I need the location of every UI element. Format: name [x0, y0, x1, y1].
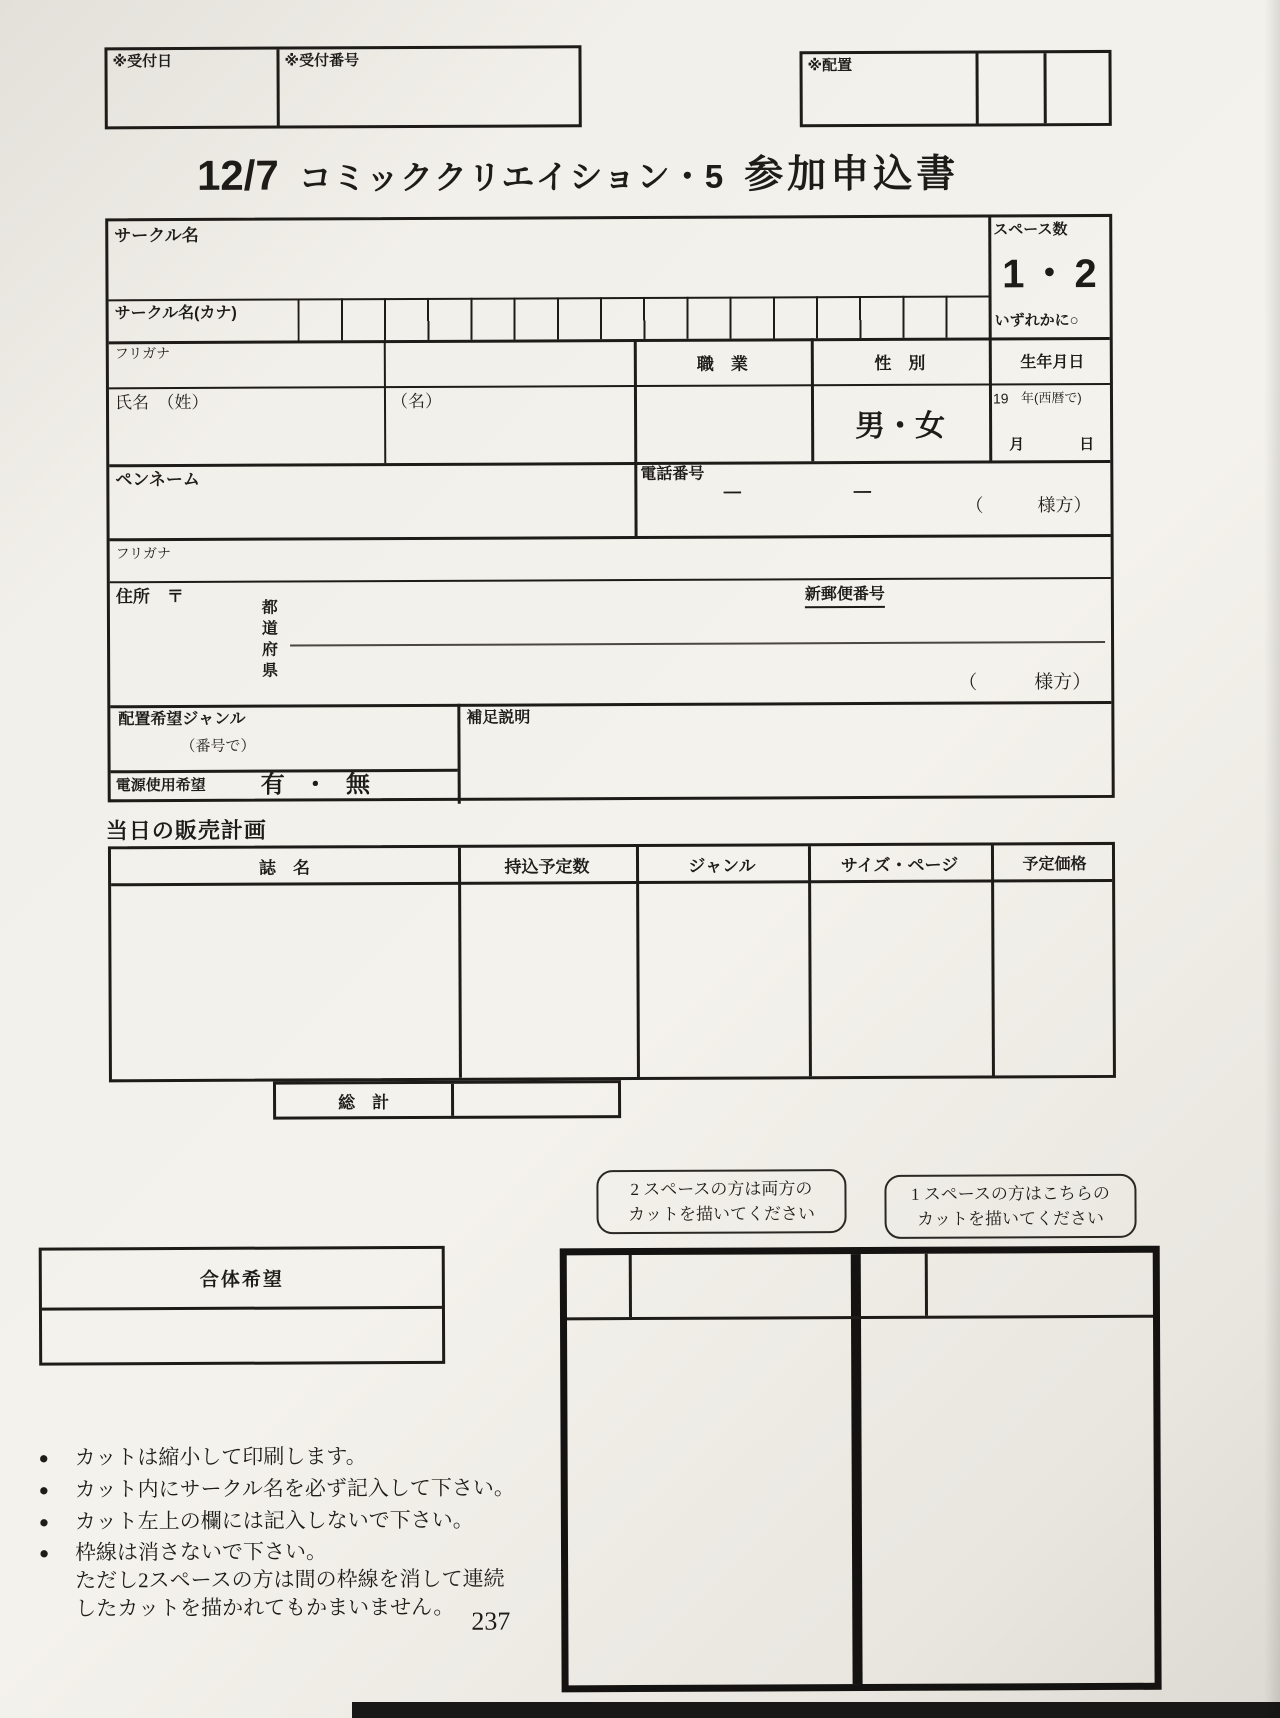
name-first-label: （名）: [390, 391, 443, 412]
bullet-icon: ●: [38, 1480, 50, 1500]
bubble-one-space: [884, 1174, 1136, 1239]
merge-request-box: [39, 1246, 446, 1366]
bullet-icon: [39, 1596, 75, 1599]
note-text: カット左上の欄には記入しないで下さい。: [74, 1507, 474, 1534]
reception-divider: [276, 50, 279, 126]
cut-frames: [560, 1246, 1162, 1693]
title-date: 12/7: [196, 151, 279, 199]
scan-edge-bar: [352, 1702, 1280, 1718]
title-event-name: コミッククリエイション・5: [298, 157, 725, 197]
note-text: カットは縮小して印刷します。: [74, 1444, 367, 1470]
bubble-two-space-line2: カットを描いてください: [628, 1204, 816, 1225]
kana-character-cells: [298, 295, 989, 340]
bullet-icon: ●: [38, 1448, 49, 1468]
note-text: したカットを描かれてもかまいません。: [75, 1594, 455, 1621]
bubble-one-space-line2: カットを描いてください: [917, 1208, 1105, 1229]
phone-label: 電話番号: [640, 465, 705, 483]
col-header-price: 予定価格: [1022, 855, 1087, 873]
rule: [110, 534, 1111, 541]
note-text: 枠線は消さないで下さい。: [74, 1539, 328, 1565]
note-line: [39, 1475, 539, 1502]
phone-dash-2: －: [851, 479, 874, 506]
placement-box: [799, 50, 1111, 127]
sales-plan-table: [108, 842, 1116, 1082]
placement-divider-2: [1043, 53, 1046, 123]
page-number: 237: [471, 1606, 511, 1636]
occupation-header: 職 業: [696, 354, 748, 374]
birth-year-unit: 年(西暦で): [1020, 390, 1082, 406]
birthdate-header: 生年月日: [1020, 353, 1085, 371]
address-write-line: [290, 641, 1105, 646]
address-care-of: （ 様方）: [958, 672, 1092, 694]
note-line: [39, 1566, 549, 1593]
bullet-icon: [39, 1568, 75, 1571]
address-label: 住所 〒: [115, 586, 184, 607]
supplement-label: 補足説明: [466, 709, 531, 727]
space-count-note: いずれかに○: [994, 312, 1079, 330]
space-count-label: スペース数: [993, 221, 1068, 239]
form-title: [197, 142, 1057, 202]
space-count-options: 1・2: [1002, 251, 1102, 296]
title-doc-type: 参加申込書: [744, 152, 960, 197]
genre-note: （番号で）: [180, 737, 256, 756]
note-text: カット内にサークル名を必ず記入して下さい。: [74, 1475, 515, 1502]
note-line: [39, 1507, 539, 1534]
gender-options: 男・女: [855, 409, 946, 443]
bubble-one-space-line1: 1 スペースの方はこちらの: [910, 1183, 1110, 1204]
prefecture-vertical-label: 都道府県: [259, 598, 277, 683]
birth-day-label: 日: [1079, 436, 1095, 454]
bullet-icon: ●: [38, 1512, 50, 1532]
merge-request-label: 合体希望: [199, 1269, 284, 1291]
reception-box: [104, 45, 581, 129]
birth-year-prefix: 19: [992, 390, 1009, 407]
circle-name-kana-label: サークル名(カナ): [114, 304, 237, 323]
scan-edge-shadow: [1264, 0, 1280, 1718]
col-header-size-pages: サイズ・ページ: [840, 855, 959, 875]
note-text: ただし2スペースの方は間の枠線を消して連続: [75, 1566, 505, 1593]
bullet-icon: ●: [38, 1543, 50, 1563]
rule: [457, 704, 460, 804]
gender-header: 性 別: [874, 353, 926, 373]
reception-date-label: ※受付日: [112, 53, 173, 71]
rule: [110, 577, 1111, 583]
name-last-label: 氏名 （姓）: [114, 392, 209, 413]
note-line: [39, 1443, 539, 1470]
pen-name-label: ペンネーム: [115, 469, 200, 490]
bubble-two-space: [596, 1169, 846, 1234]
rule: [384, 340, 386, 463]
main-form: [105, 214, 1115, 802]
col-header-quantity: 持込予定数: [504, 856, 590, 877]
sales-plan-heading: 当日の販売計画: [105, 817, 267, 844]
furigana-label-name: フリガナ: [114, 345, 171, 362]
genre-label: 配置希望ジャンル: [118, 710, 246, 729]
note-line: [39, 1538, 539, 1565]
total-row: [273, 1080, 621, 1120]
reception-number-label: ※受付番号: [284, 52, 360, 70]
furigana-label-address: フリガナ: [115, 545, 172, 562]
phone-dash-1: －: [721, 480, 744, 506]
cut-frame-left-corner-cell: [629, 1255, 632, 1317]
placement-divider-1: [975, 54, 978, 124]
cut-frame-right-corner-cell: [925, 1254, 928, 1316]
placement-label: ※配置: [807, 57, 853, 75]
phone-care-of: （ 様方）: [965, 495, 1092, 516]
power-options: 有 ・ 無: [260, 771, 377, 799]
new-postal-label: 新郵便番号: [805, 586, 885, 609]
col-header-title: 誌 名: [258, 857, 311, 878]
rule: [451, 1084, 454, 1116]
birth-month-label: 月: [1009, 436, 1025, 454]
col-header-genre: ジャンル: [688, 855, 756, 876]
power-label: 電源使用希望: [115, 776, 206, 795]
rule: [109, 460, 1110, 467]
bubble-two-space-line1: 2 スペースの方は両方の: [630, 1178, 813, 1199]
total-label: 総 計: [338, 1092, 390, 1112]
circle-name-label: サークル名: [114, 225, 199, 246]
